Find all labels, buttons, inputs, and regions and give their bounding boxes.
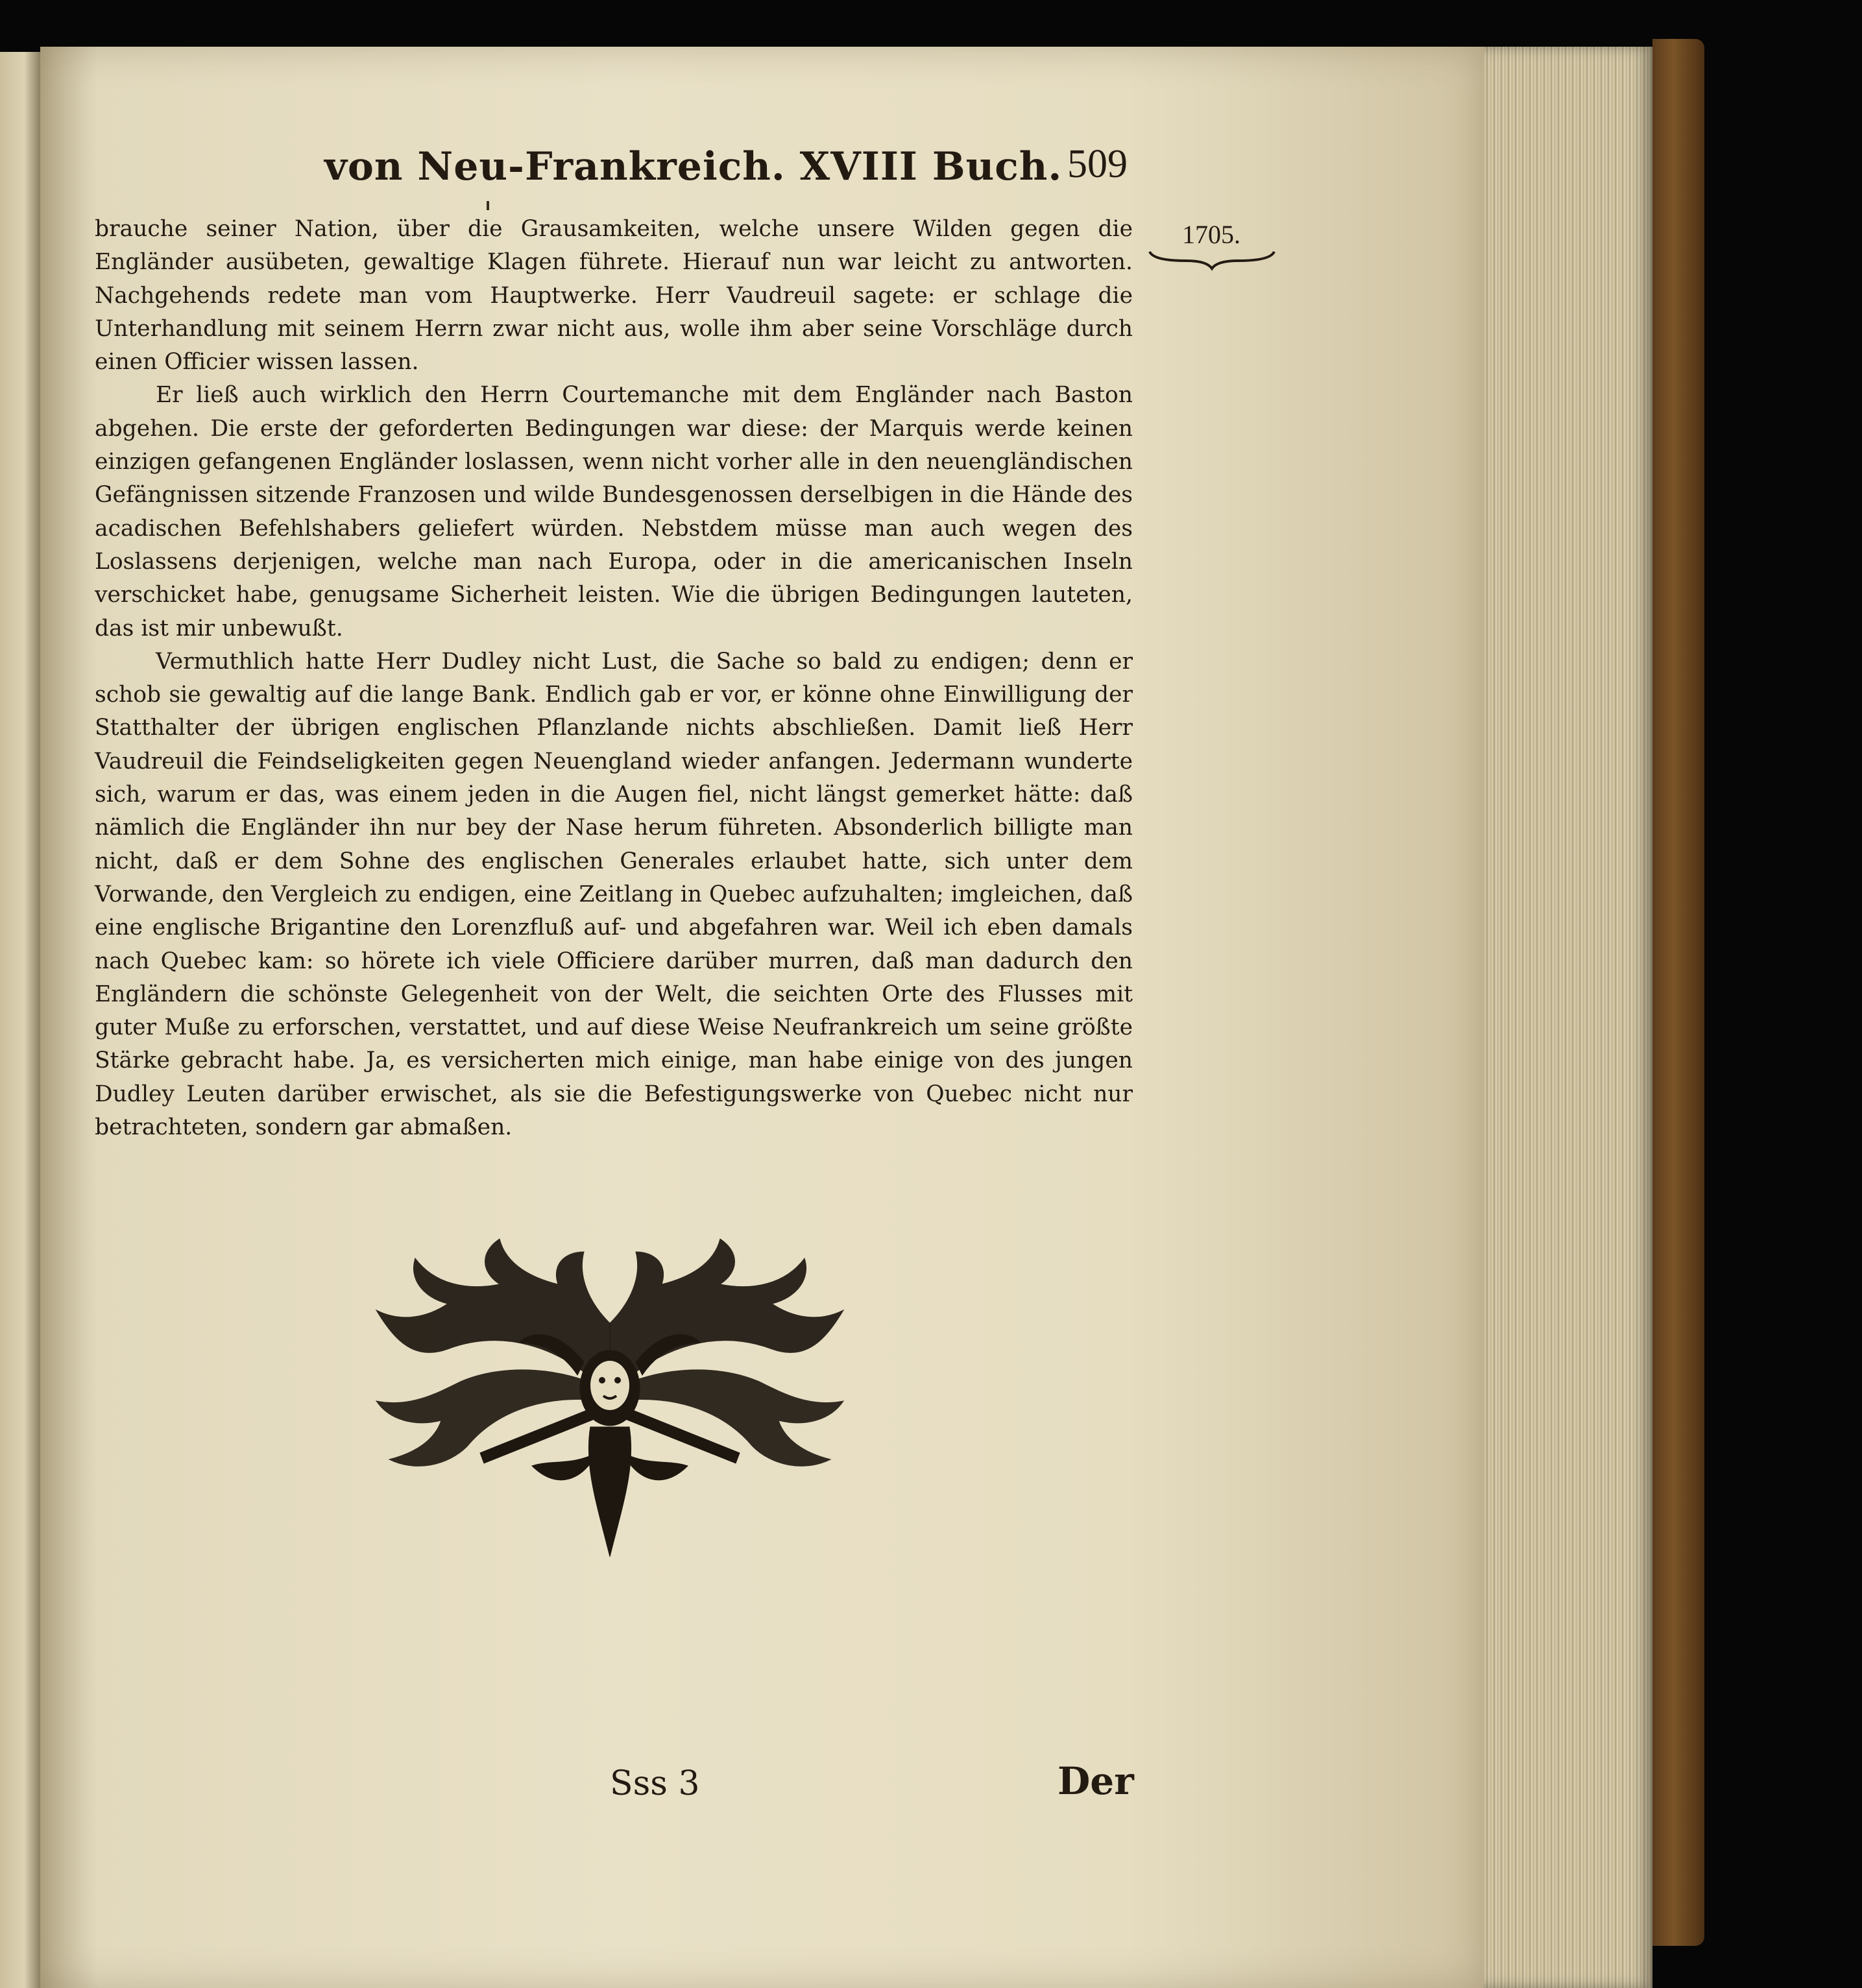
margin-brace-icon bbox=[1147, 246, 1277, 272]
facing-page-edge bbox=[0, 52, 40, 1988]
paragraph: Vermuthlich hatte Herr Dudley nicht Lust, die Sache so bald zu endigen; denn er schob sie gewaltig auf die lange Bank. Endlich gab er vor, er könne ohne Einwilligung der Statthalter der übrigen englischen Pflanzlande nichts abschließen. Damit ließ Herr Vaudreuil die Feindseligkeiten gegen Neuengland wieder anfangen. Jedermann wunderte sich, warum er das, was einem jeden in die Augen fiel, nicht längst gemerket hätte: daß nämlich die Engländer ihn nur bey der Nase herum führeten. Absonderlich billigte man nicht, daß er dem Sohne des englischen Generales erlaubet hatte, sich unter dem Vorwande, den Vergleich zu endigen, eine Zeitlang in Quebec aufzuhalten; imgleichen, daß eine englische Brigantine den Lorenzfluß auf- und abgefahren war. Weil ich eben damals nach Quebec kam: so hörete ich viele Officiere darüber murren, daß man dadurch den Engländern die schönste Gelegenheit von der Welt, die seichten Orte des Flusses mit guter Muße zu erforschen, verstattet, und auf diese Weise Neufrankreich um seine größte Stärke gebracht habe. Ja, es versicherten mich einige, man habe einige von des jungen Dudley Leuten darüber erwischet, als sie die Befestigungswerke von Quebec nicht nur betrachteten, sondern gar abmaßen. bbox=[95, 648, 1133, 1141]
print-mark bbox=[487, 201, 489, 210]
paragraph: Er ließ auch wirklich den Herrn Courtemanche mit dem Engländer nach Baston abgehen. Die erste der geforderten Bedingungen war diese: der Marquis werde keinen einzigen gefangenen Engländer loslassen, wenn nicht vorher alle in den neuengländischen Gefängnissen sitzende Franzosen und wilde Bundesgenossen derselbigen in die Hände des acadischen Befehlshabers geliefert würden. Nebstdem müsse man auch wegen des Loslassens derjenigen, welche man nach Europa, oder in die americanischen Inseln verschicket habe, genugsame Sicherheit leisten. Wie die übrigen Bedingungen lauteten, das ist mir unbewußt. bbox=[95, 382, 1133, 641]
body-text bbox=[95, 213, 1133, 1144]
running-title: von Neu-Frankreich. XVIII Buch. bbox=[324, 144, 1063, 189]
signature-mark: Sss 3 bbox=[610, 1764, 700, 1803]
margin-year-note: 1705. bbox=[1182, 220, 1240, 249]
page-stack-edge bbox=[1484, 47, 1652, 1988]
paragraph-continued: brauche seiner Nation, über die Grausamkeiten, welche unsere Wilden gegen die Engländer ausübeten, gewaltige Klagen führete. Hierauf nun war leicht zu antworten. Nachgehends redete man vom Hauptwerke. Herr Vaudreuil sagete: er schlage die Unterhandlung mit seinem Herrn zwar nicht aus, wolle ihm aber seine Vorschläge durch einen Officier wissen lassen. bbox=[95, 216, 1133, 376]
page-number: 509 bbox=[1067, 142, 1128, 186]
catchword: Der bbox=[1058, 1759, 1134, 1803]
book-cover-edge bbox=[1652, 39, 1704, 1946]
printers-ornament-icon bbox=[337, 1232, 882, 1570]
